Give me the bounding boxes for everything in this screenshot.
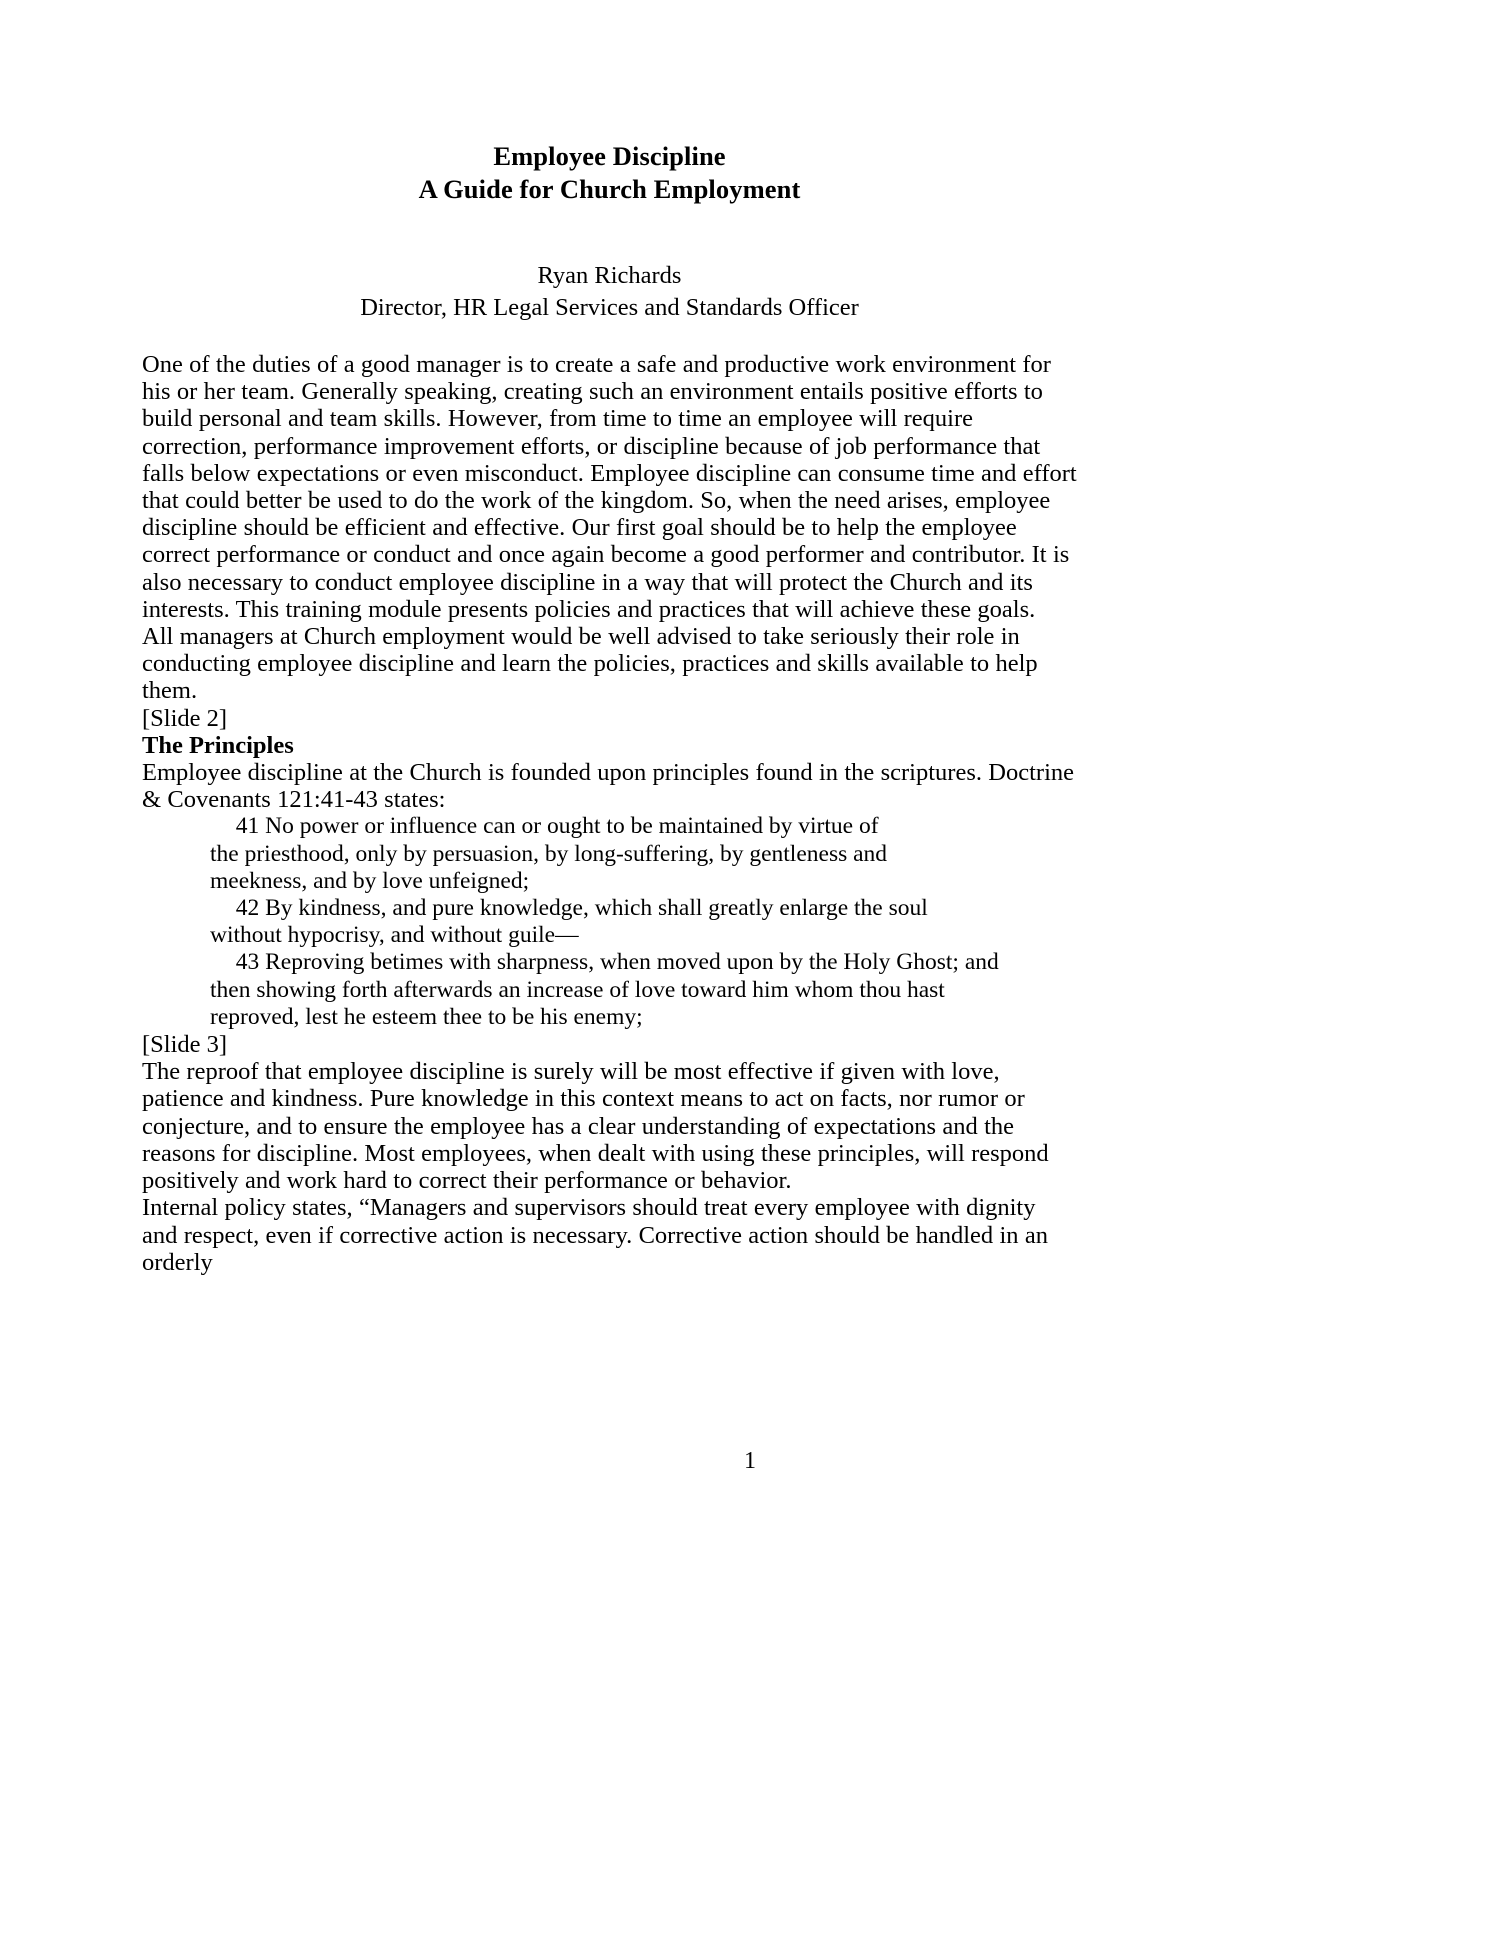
scripture-line: 43 Reproving betimes with sharpness, when moved upon by the Holy Ghost; and [224,949,999,976]
scripture-line: the priesthood, only by persuasion, by long-suffering, by gentleness and [210,840,888,867]
scripture-line: 41 No power or influence can or ought to be maintained by virtue of [224,813,879,840]
scripture-line: without hypocrisy, and without guile— [210,922,579,949]
spacer-after-byline [142,324,1077,351]
page-title-line-1: Employee Discipline [493,141,726,171]
document-title-block [142,0,1077,206]
scripture-line: meekness, and by love unfeigned; [210,867,530,894]
byline-block [142,260,1077,324]
paragraph-intro: One of the duties of a good manager is to create a safe and productive work environment for his or her team. Generally speaking, creating such an environment entails positive efforts to build personal and team skills. However, from time to time an employee will require correction, performance improvement efforts, or discipline because of job performance that falls below expectations or even misconduct. Employee discipline can consume time and effort that could better be used to do the work of the kingdom. So, when the need arises, employee discipline should be efficient and effective. Our first goal should be to help the employee correct performance or conduct and once again become a good performer and contributor. It is also necessary to conduct employee discipline in a way that will protect the Church and its interests. This training module presents policies and practices that will achieve these goals. [142,351,1077,623]
scripture-line: then showing forth afterwards an increase of love toward him whom thou hast [210,976,945,1003]
paragraph-scripture-intro: Employee discipline at the Church is founded upon principles found in the scriptures. Doctrine & Covenants 121:41-43 states: [142,759,1075,814]
scripture-quote-block [142,813,1077,1031]
scripture-line: 42 By kindness, and pure knowledge, which shall greatly enlarge the soul [224,895,928,922]
paragraph-reproof: The reproof that employee discipline is surely will be most effective if given with love, patience and kindness. Pure knowledge in this context means to act on facts, nor rumor or conjecture, and to ensure the employee has a clear understanding of expectations and the reasons for discipline. Most employees, when dealt with using these principles, will respond positively and work hard to correct their performance or behavior. [142,1058,1049,1195]
page-number: 1 [744,1448,756,1474]
page-title-line-2: A Guide for Church Employment [418,174,801,204]
scripture-line: reproved, lest he esteem thee to be his enemy; [210,1003,643,1030]
document-body [142,0,1077,1276]
slide-marker-2: [Slide 2] [142,704,228,732]
paragraph-managers-advice: All managers at Church employment would be well advised to take seriously their role in conducting employee discipline and learn the policies, practices and skills available to help them. [142,623,1038,705]
author-role: Director, HR Legal Services and Standards Officer [360,294,859,321]
section-heading-the-principles: The Principles [142,731,294,759]
slide-marker-3: [Slide 3] [142,1031,228,1059]
paragraph-internal-policy: Internal policy states, “Managers and supervisors should treat every employee with dignity and respect, even if corrective action is necessary. Corrective action should be handled in an orderly [142,1194,1048,1276]
author-name: Ryan Richards [537,262,682,289]
